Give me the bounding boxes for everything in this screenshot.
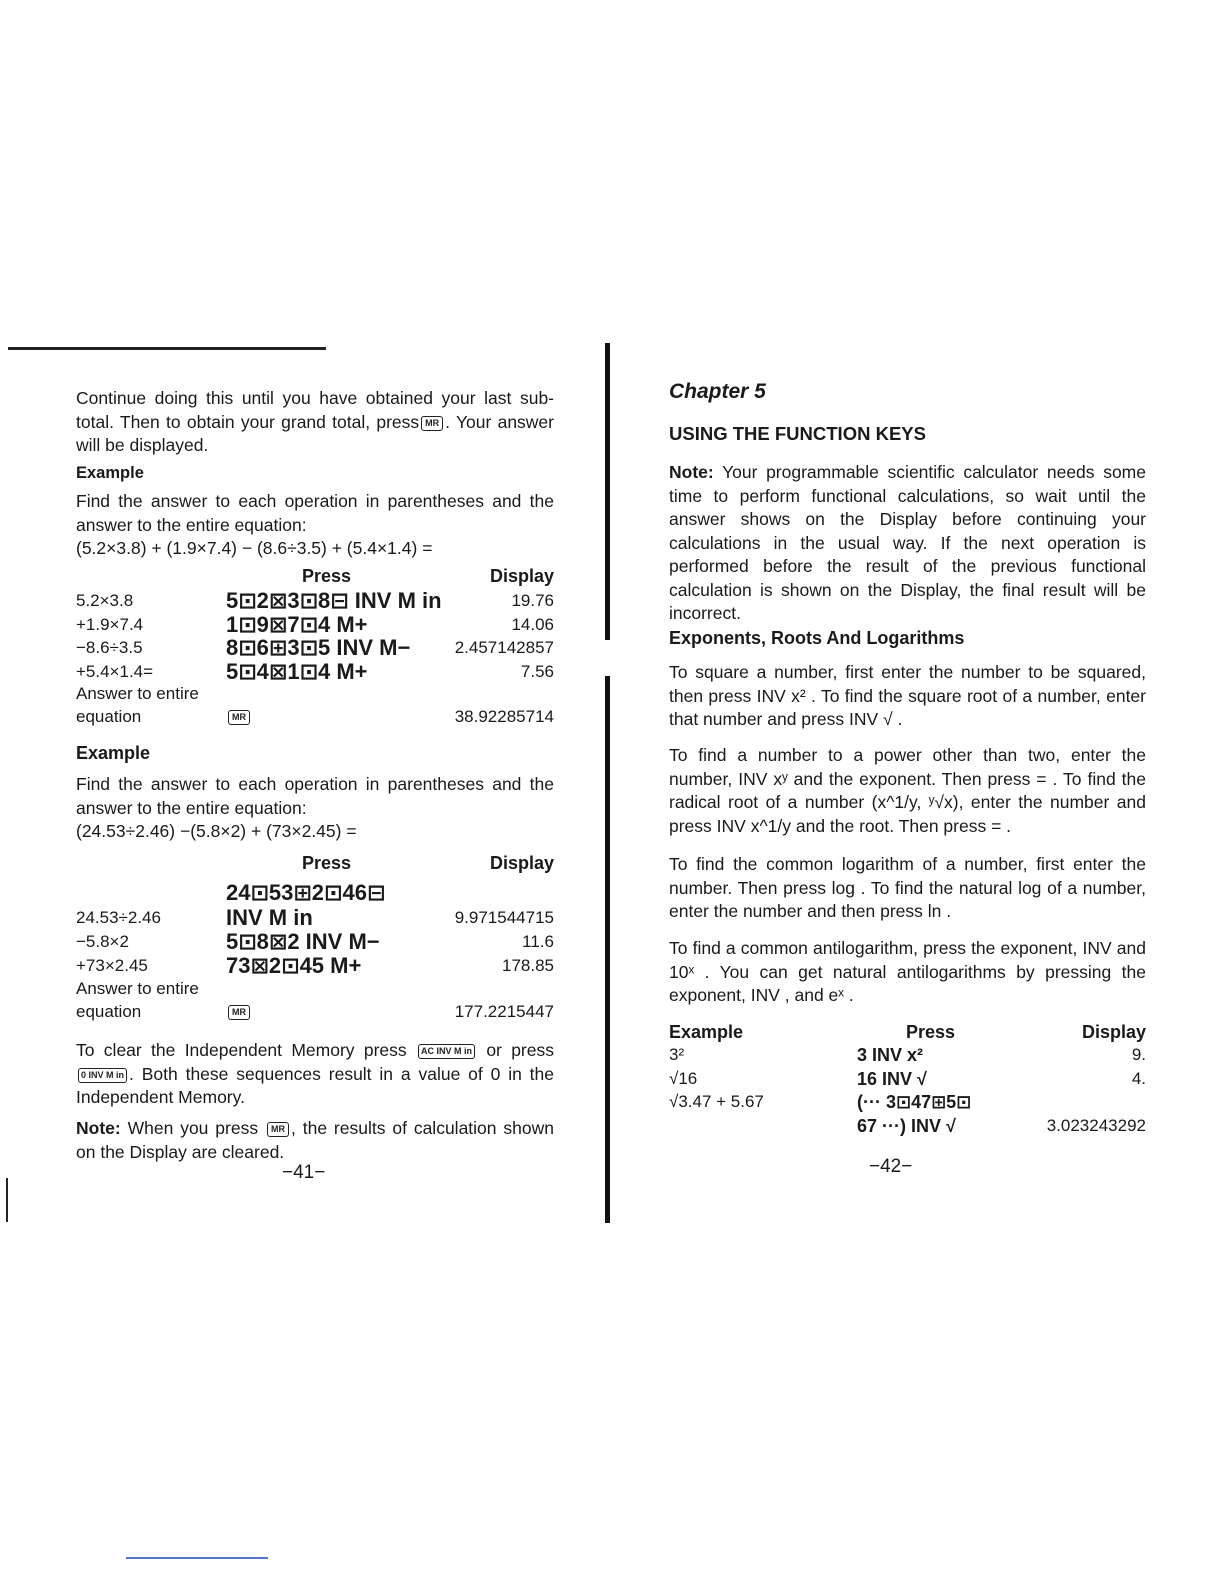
book-binding [605, 343, 610, 1223]
row-keys: 5⊡8⊠2 INV M− [226, 929, 380, 954]
row-keys: 73⊠2⊡45 M+ [226, 953, 362, 978]
intro-paragraph: Continue doing this until you have obtained your last sub-total. Then to obtain your grand total, press MR . Your answer will be displayed. [76, 388, 554, 455]
row-display: 19.76 [511, 591, 554, 610]
row-display: 3.023243292 [1046, 1115, 1146, 1135]
power-paragraph: To find a number to a power other than two, enter the number, INV xʸ and the exponent. Then press = . To find the radical root of a number (x^1/y, ʸ√x), enter the number and press INV x^1/y and the root. Then press = . [669, 745, 1146, 836]
row-keys: 3 INV x² [857, 1045, 924, 1065]
top-rule [8, 347, 326, 350]
row-keys: 67 ···) INV √ [857, 1115, 956, 1136]
row-label: +73×2.45 [76, 956, 148, 975]
press-header: Press [906, 1022, 956, 1042]
row-display: 178.85 [502, 956, 554, 975]
row-display: 14.06 [511, 614, 554, 634]
mr-key: MR [421, 416, 443, 431]
left-margin-mark [6, 1178, 8, 1222]
row-label: 24.53÷2.46 [76, 908, 161, 927]
note-paragraph: Note: Your programmable scientific calculator needs some time to perform functional calculations, so wait until the answer shows on the Display before continuing your calculations in the usual way. If the next operation is performed before the result of the previous functional calculation is shown on the Display, the final result will be incorrect. [669, 462, 1146, 623]
example-2-keys-first: 24⊡53⊞2⊡46⊟ [226, 880, 386, 905]
table-row [669, 1067, 1146, 1091]
row-label: √3.47 + 5.67 [669, 1092, 764, 1111]
row-keys: (··· 3⊡47⊞5⊡ [857, 1092, 972, 1112]
section-title: USING THE FUNCTION KEYS [669, 423, 926, 444]
row-display: 9.971544715 [454, 908, 554, 927]
example-header: Example [669, 1022, 744, 1042]
row-display: 11.6 [522, 932, 554, 951]
antilog-paragraph: To find a common antilogarithm, press the exponent, INV and 10ˣ . You can get natural antilogarithms by pressing the exponent, INV , and eˣ . [669, 938, 1146, 1005]
example-1-text: Find the answer to each operation in parentheses and the answer to the entire equation: [76, 491, 554, 535]
display-header: Display [1081, 1022, 1146, 1042]
example-1-equation: (5.2×3.8) + (1.9×7.4) − (8.6÷3.5) + (5.4×1.4) = [76, 538, 433, 558]
row-keys: 1⊡9⊠7⊡4 M+ [226, 611, 368, 637]
table-row [669, 1114, 1146, 1138]
example-1-header [76, 566, 554, 590]
subsection-title: Exponents, Roots And Logarithms [669, 628, 965, 648]
example-2-label: Example [76, 743, 151, 763]
log-paragraph: To find the common logarithm of a number, first enter the number. Then press log . To find the natural log of a number, enter the number and then press ln . [669, 854, 1146, 921]
chapter-title: Chapter 5 [669, 380, 766, 403]
row-label: 5.2×3.8 [76, 591, 134, 610]
answer-value: 38.92285714 [454, 707, 554, 726]
table-row [76, 589, 554, 613]
example-2-answer-label: Answer to entire [76, 979, 199, 998]
row-keys: 8⊡6⊞3⊡5 INV M− [226, 635, 411, 660]
answer-value: 177.2215447 [454, 1002, 554, 1021]
row-display: 9. [1131, 1045, 1146, 1064]
row-label: √16 [669, 1068, 698, 1088]
bottom-rule [126, 1557, 268, 1559]
press-header: Press [302, 566, 352, 586]
example-2-header [76, 853, 554, 877]
mr-key: MR [228, 710, 250, 725]
table-row [669, 1090, 1146, 1114]
square-paragraph: To square a number, first enter the number to be squared, then press INV x² . To find the square root of a number, enter that number and press INV √ . [669, 662, 1146, 729]
mr-key: MR [267, 1122, 289, 1137]
table-row [76, 660, 554, 684]
binding-gap [600, 640, 615, 676]
display-header: Display [489, 566, 554, 586]
example-1-answer-label: Answer to entire [76, 684, 199, 703]
row-label: −5.8×2 [76, 932, 129, 951]
table-row [76, 906, 554, 930]
clear-keys-2: 0 INV M in [78, 1068, 127, 1083]
page-number-42: −42− [869, 1156, 913, 1177]
example-2-text: Find the answer to each operation in parentheses and the answer to the entire equation: [76, 774, 554, 818]
clear-memory-paragraph: To clear the Independent Memory press AC INV M in or press 0 INV M in . Both these sequences result in a value of 0 in the Independent Memory. [76, 1040, 554, 1107]
example-1-label: Example [76, 464, 144, 482]
table-row [76, 954, 554, 978]
table-row [76, 636, 554, 660]
row-display: 7.56 [520, 661, 554, 681]
example-2-equation: (24.53÷2.46) −(5.8×2) + (73×2.45) = [76, 821, 357, 841]
row-keys: 5⊡2⊠3⊡8⊟ INV M in [226, 588, 442, 613]
row-label: 3² [669, 1045, 685, 1064]
display-header: Display [489, 853, 554, 873]
row-display: 4. [1131, 1068, 1146, 1088]
mr-key: MR [228, 1005, 250, 1020]
row-label: +5.4×1.4= [76, 661, 154, 681]
row-label: −8.6÷3.5 [76, 638, 143, 657]
example-1-answer-row: equation MR 38.92285714 [76, 705, 554, 729]
row-keys: 5⊡4⊠1⊡4 M+ [226, 658, 368, 684]
row-label: +1.9×7.4 [76, 614, 144, 634]
row-keys: INV M in [226, 905, 313, 930]
clear-keys-1: AC INV M in [418, 1044, 475, 1059]
table-row [76, 613, 554, 637]
row-keys: 16 INV √ [857, 1068, 927, 1089]
table-row [76, 930, 554, 954]
page-number-41: −41− [282, 1162, 326, 1183]
row-display: 2.457142857 [454, 638, 554, 657]
example-2-answer-row: equation MR 177.2215447 [76, 1000, 554, 1024]
note-paragraph: Note: When you press MR , the results of calculation shown on the Display are cleared. [76, 1118, 554, 1162]
table-row [669, 1043, 1146, 1067]
press-header: Press [302, 853, 352, 873]
